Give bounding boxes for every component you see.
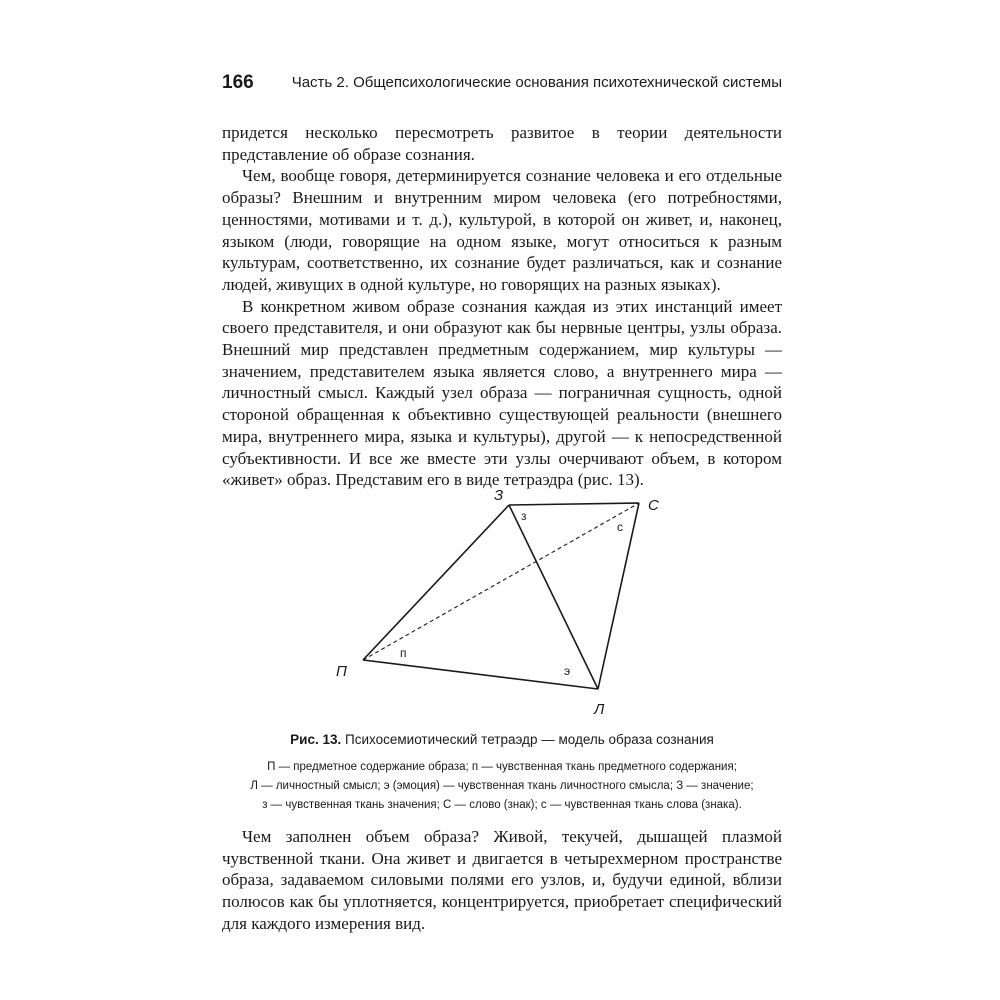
caption-text: Психосемиотический тетраэдр — модель образа сознания (345, 732, 714, 747)
page-number: 166 (222, 72, 254, 93)
legend-line: П — предметное содержание образа; п — чувственная ткань предметного содержания; (267, 761, 737, 773)
inner-label-z: з (521, 509, 527, 523)
vertex-label-l: Л (594, 701, 605, 718)
edge-z-p (363, 505, 509, 660)
paragraph: В конкретном живом образе сознания каждая из этих инстанций имеет своего представителя, и они образуют как бы нервные центры, узлы образа. Внешний мир представлен предметным содержанием, мир культуры — значением, представителем языка является слово, а внутреннего мира — личностный смысл. Каждый узел образа — пограничная сущность, одной стороной обращенная к объективно существующей реальности (внешнего мира, внутреннего мира, языка и культуры), другой — к непосредственной субъективности. И все же вместе эти узлы очерчивают объем, в котором «живет» образ. Представим его в виде тетраэдра (рис. 13). (222, 296, 782, 490)
vertex-label-z: З (494, 487, 504, 504)
tetrahedron-diagram (330, 482, 670, 720)
vertex-label-p: П (336, 663, 347, 680)
text-block-top (222, 122, 782, 491)
edge-p-s-hidden (363, 503, 639, 660)
paragraph: Чем заполнен объем образа? Живой, текучей, дышащей плазмой чувственной ткани. Она живет и двигается в четырехмерном пространстве образа, задаваемом силовыми полями его узлов, и, будучи единой, вблизи полюсов как бы уплотняется, концентрируется, приобретает специфический для каждого измерения вид. (222, 827, 782, 933)
tetrahedron-figure (330, 482, 670, 720)
legend-line: з — чувственная ткань значения; С — слово (знак); с — чувственная ткань слова (знака). (262, 799, 742, 811)
vertex-label-s: С (648, 497, 659, 514)
figure-caption (222, 732, 782, 747)
paragraph: придется несколько пересмотреть развитое в теории деятельности представление об образе сознания. (222, 123, 782, 164)
caption-number: Рис. 13. (290, 732, 342, 747)
paragraph: Чем, вообще говоря, детерминируется сознание человека и его отдельные образы? Внешним и внутренним миром человека (его потребностями, ценностями, мотивами и т. д.), культурой, в которой он живет, и, наконец, языком (люди, говорящие на одном языке, могут относиться к разным культурам, соответственно, их сознание будет различаться, как и сознание людей, живущих в одной культуре, но говорящих на разных языках). (222, 166, 782, 294)
figure-legend (222, 758, 782, 815)
text-block-bottom (222, 826, 782, 935)
edge-p-l (363, 660, 598, 689)
inner-label-e: э (564, 664, 571, 678)
running-title: Часть 2. Общепсихологические основания психотехнической системы (291, 74, 782, 91)
page-header (222, 68, 782, 98)
inner-label-s: с (617, 520, 623, 534)
legend-line: Л — личностный смысл; э (эмоция) — чувственная ткань личностного смысла; З — значение; (250, 780, 754, 792)
inner-label-p: п (400, 646, 407, 660)
edge-z-s (509, 503, 639, 505)
edge-z-l (509, 505, 598, 689)
